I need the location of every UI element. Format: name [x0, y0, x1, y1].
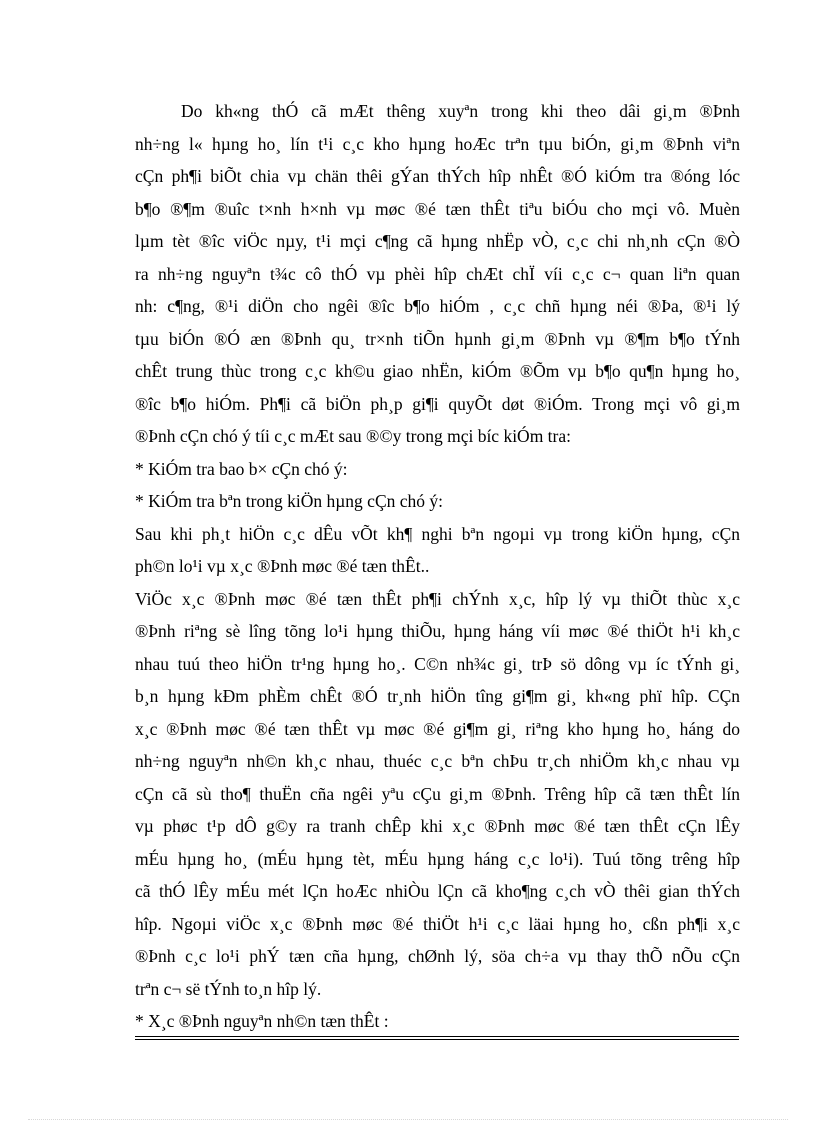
document-body: [135, 95, 740, 1038]
paragraph-line: hîp. Ngoµi viÖc x¸c ®Þnh møc ®é thiÖt h¹i c¸c läai hµng ho¸ cßn ph¶i x¸c: [135, 913, 740, 934]
footer-double-rule: [135, 1036, 739, 1040]
paragraph-line: trªn c¬ së tÝnh to¸n hîp lý.: [135, 978, 322, 999]
paragraph-line: cÇn cã sù tho¶ thuËn cña ngêi yªu cÇu gi¸m ®Þnh. Trêng hîp cã tæn thÊt lín: [135, 783, 740, 804]
paragraph-line: Sau khi ph¸t hiÖn c¸c dÊu vÕt kh¶ nghi bªn ngoµi vµ trong kiÖn hµng, cÇn: [135, 523, 740, 544]
paragraph-line: mÉu hµng ho¸ (mÉu hµng tèt, mÉu hµng háng c¸c lo¹i). Tuú tõng trêng hîp: [135, 848, 740, 869]
paragraph-line: ®îc b¶o hiÓm. Ph¶i cã biÖn ph¸p gi¶i quyÕt døt ®iÓm. Trong mçi vô gi¸m: [135, 393, 740, 414]
paragraph-line: ViÖc x¸c ®Þnh møc ®é tæn thÊt ph¶i chÝnh x¸c, hîp lý vµ thiÕt thùc x¸c: [135, 588, 740, 609]
paragraph-line: ®Þnh c¸c lo¹i phÝ tæn cña hµng, chØnh lý, söa ch÷a vµ thay thÕ nÕu cÇn: [135, 946, 740, 966]
paragraph-line: ph©n lo¹i vµ x¸c ®Þnh møc ®é tæn thÊt..: [135, 556, 430, 576]
paragraph-line: nh÷ng nguyªn nh©n kh¸c nhau, thuéc c¸c bªn chÞu tr¸ch nhiÖm kh¸c nhau vµ: [135, 751, 740, 771]
paragraph-line: x¸c ®Þnh møc ®é tæn thÊt vµ møc ®é gi¶m gi¸ riªng kho hµng ho¸ háng do: [135, 718, 740, 739]
paragraph-line: nh: c¶ng, ®¹i diÖn cho ngêi ®îc b¶o hiÓm , c¸c chñ hµng néi ®Þa, ®¹i lý: [135, 296, 740, 316]
paragraph-line: nhau tuú theo hiÖn tr¹ng hµng ho¸. C©n nh¾c gi¸ trÞ sö dông vµ íc tÝnh gi¸: [135, 653, 740, 674]
paragraph-line: ®Þnh cÇn chó ý tíi c¸c mÆt sau ®©y trong mçi bíc kiÓm tra:: [135, 426, 572, 446]
paragraph-line: Do kh«ng thÓ cã mÆt thêng xuyªn trong khi theo dâi gi¸m ®Þnh: [181, 101, 740, 121]
paragraph-line: lµm tèt ®îc viÖc nµy, t¹i mçi c¶ng cã hµng nhËp vÒ, c¸c chi nh¸nh cÇn ®Ò: [135, 231, 740, 251]
paragraph-line: b¸n hµng kÐm phÈm chÊt ®Ó tr¸nh hiÖn tîng gi¶m gi¸ kh«ng phï hîp. CÇn: [135, 686, 740, 706]
paragraph-line: b¶o ®¶m ®uîc t×nh h×nh vµ møc ®é tæn thÊt tiªu biÓu cho mçi vô. Muèn: [135, 198, 740, 219]
paragraph-line: ®Þnh riªng sè lîng tõng lo¹i hµng thiÕu, hµng háng víi møc ®é thiÖt h¹i kh¸c: [135, 621, 740, 641]
paragraph-line: cã thÓ lÊy mÉu mét lÇn hoÆc nhiÒu lÇn cã kho¶ng c¸ch vÒ thêi gian thÝch: [135, 881, 740, 901]
section-heading: * X¸c ®Þnh nguyªn nh©n tæn thÊt :: [135, 1011, 389, 1031]
paragraph-line: ra nh÷ng nguyªn t¾c cô thÓ vµ phèi hîp chÆt chÏ víi c¸c c¬ quan liªn quan: [135, 263, 740, 284]
checklist-heading: * KiÓm tra bªn trong kiÖn hµng cÇn chó ý:: [135, 491, 444, 511]
paragraph-line: vµ phøc t¹p dÔ g©y ra tranh chÊp khi x¸c ®Þnh møc ®é tæn thÊt cÇn lÊy: [135, 816, 740, 836]
paragraph-line: tµu biÓn ®Ó æn ®Þnh qu¸ tr×nh tiÕn hµnh gi¸m ®Þnh vµ ®¶m b¶o tÝnh: [135, 328, 740, 349]
paragraph-line: nh÷ng l« hµng ho¸ lín t¹i c¸c kho hµng hoÆc trªn tµu biÓn, gi¸m ®Þnh viªn: [135, 133, 740, 154]
checklist-heading: * KiÓm tra bao b× cÇn chó ý:: [135, 458, 348, 479]
paragraph-line: chÊt trung thùc trong c¸c kh©u giao nhËn, kiÓm ®Õm vµ b¶o qu¶n hµng ho¸: [135, 361, 740, 381]
paragraph-line: cÇn ph¶i biÕt chia vµ chän thêi gÝan thÝch hîp nhÊt ®Ó kiÓm tra ®óng lóc: [135, 166, 740, 186]
page-bottom-edge: [28, 1119, 788, 1120]
